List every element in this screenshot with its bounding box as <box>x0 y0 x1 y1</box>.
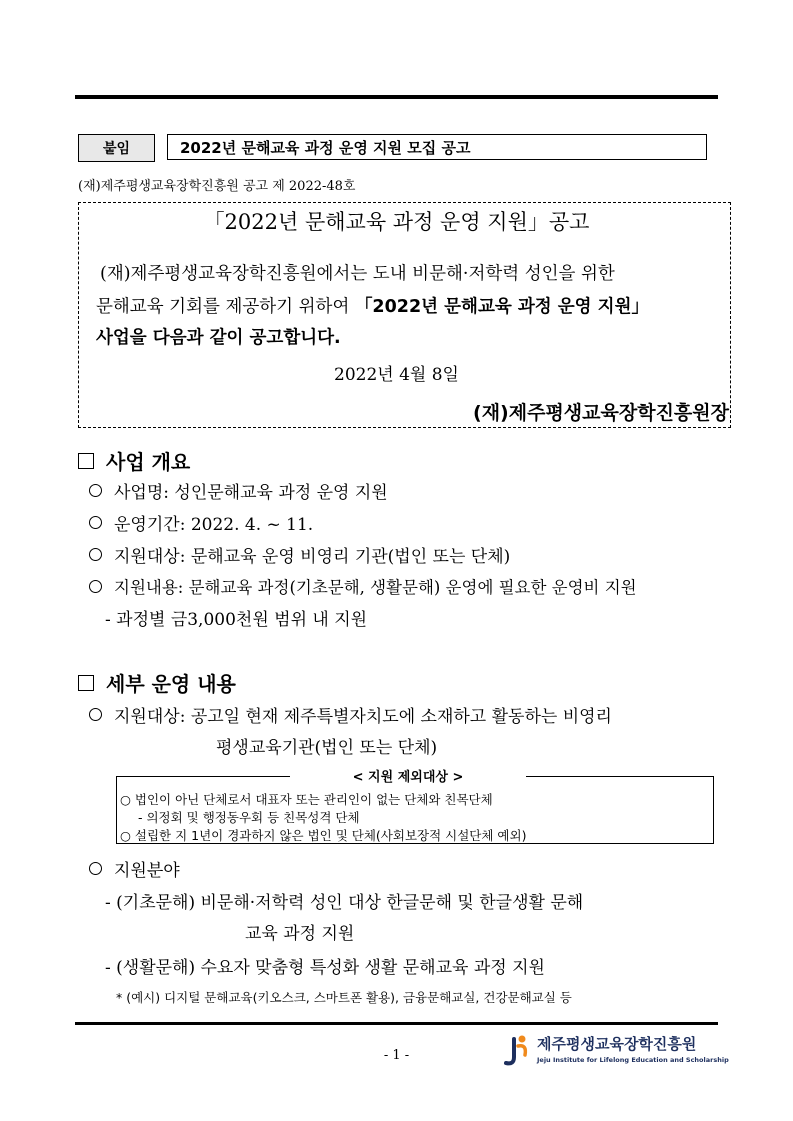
section-heading-overview <box>78 446 190 475</box>
notice-body-line <box>96 293 649 318</box>
sub-item-continuation: 교육 과정 지원 <box>245 924 355 944</box>
sub-item: - 과정별 금3,000천원 범위 내 지원 <box>105 610 368 630</box>
exclusion-line: ○ 설립한 지 1년이 경과하지 않은 법인 및 단체(사회보장적 시설단체 예외) <box>120 828 527 843</box>
circle-bullet-icon <box>89 548 102 561</box>
sub-item: - (기초문해) 비문해·저학력 성인 대상 한글문해 및 한글생활 문해 <box>105 893 584 913</box>
section-heading-text: 세부 운영 내용 <box>106 672 236 696</box>
org-logo-icon <box>503 1033 533 1067</box>
notice-date: 2022년 4월 8일 <box>334 365 459 385</box>
circle-bullet-icon <box>89 862 102 875</box>
bottom-rule <box>75 1022 718 1025</box>
circle-bullet-icon <box>89 580 102 593</box>
list-item <box>89 856 180 881</box>
list-item <box>89 510 313 535</box>
list-item <box>89 574 637 598</box>
list-item-text: 지원내용: 문해교육 과정(기초문해, 생활문해) 운영에 필요한 운영비 지원 <box>114 578 637 597</box>
notice-body-line: 사업을 다음과 같이 공고합니다. <box>96 328 341 348</box>
org-english-name: Jeju Institute for Lifelong Education and Scholarship <box>537 1056 729 1064</box>
list-item-text: 지원대상: 문해교육 운영 비영리 기관(법인 또는 단체) <box>114 547 511 567</box>
notice-program-name: 「2022년 문해교육 과정 운영 지원」 <box>354 297 649 317</box>
exclusion-title: < 지원 제외대상 > <box>290 766 526 785</box>
sub-item: - (생활문해) 수요자 맞춤형 특성화 생활 문해교육 과정 지원 <box>105 958 545 978</box>
list-item-text: 사업명: 성인문해교육 과정 운영 지원 <box>114 483 388 503</box>
notice-body-text: 문해교육 기회를 제공하기 위하여 <box>96 297 350 317</box>
list-item-text: 지원대상: 공고일 현재 제주특별자치도에 소재하고 활동하는 비영리 <box>114 707 612 727</box>
section-heading-details <box>78 668 236 697</box>
example-note: * (예시) 디지털 문해교육(키오스크, 스마트폰 활용), 금융문해교실, 건강문해교실 등 <box>116 990 572 1005</box>
circle-bullet-icon <box>89 708 102 721</box>
notice-signature: (재)제주평생교육장학진흥원장 <box>473 402 729 424</box>
list-item <box>89 478 388 503</box>
list-item <box>89 702 612 727</box>
page-number: - 1 - <box>383 1048 410 1063</box>
notice-title: 「2022년 문해교육 과정 운영 지원」공고 <box>203 210 590 234</box>
notice-number: (재)제주평생교육장학진흥원 공고 제 2022-48호 <box>78 179 356 194</box>
circle-bullet-icon <box>89 484 102 497</box>
notice-body-line: (재)제주평생교육장학진흥원에서는 도내 비문해·저학력 성인을 위한 <box>100 264 615 284</box>
org-logo <box>503 1033 729 1067</box>
exclusion-line: ○ 법인이 아닌 단체로서 대표자 또는 관리인이 없는 단체와 친목단체 <box>120 792 493 807</box>
document-title: 2022년 문해교육 과정 운영 지원 모집 공고 <box>167 134 707 160</box>
attachment-tag: 붙임 <box>78 134 155 162</box>
org-name: 제주평생교육장학진흥원 <box>537 1035 697 1053</box>
square-bullet-icon <box>78 675 94 691</box>
list-item-text: 운영기간: 2022. 4. ~ 11. <box>114 515 314 535</box>
list-item-text: 지원분야 <box>114 861 180 881</box>
list-item <box>89 542 510 567</box>
exclusion-line: - 의정회 및 행정동우회 등 친목성격 단체 <box>138 810 360 825</box>
top-rule <box>75 95 718 99</box>
circle-bullet-icon <box>89 516 102 529</box>
square-bullet-icon <box>78 453 94 469</box>
section-heading-text: 사업 개요 <box>106 450 191 474</box>
list-item-continuation: 평생교육기관(법인 또는 단체) <box>216 738 438 758</box>
